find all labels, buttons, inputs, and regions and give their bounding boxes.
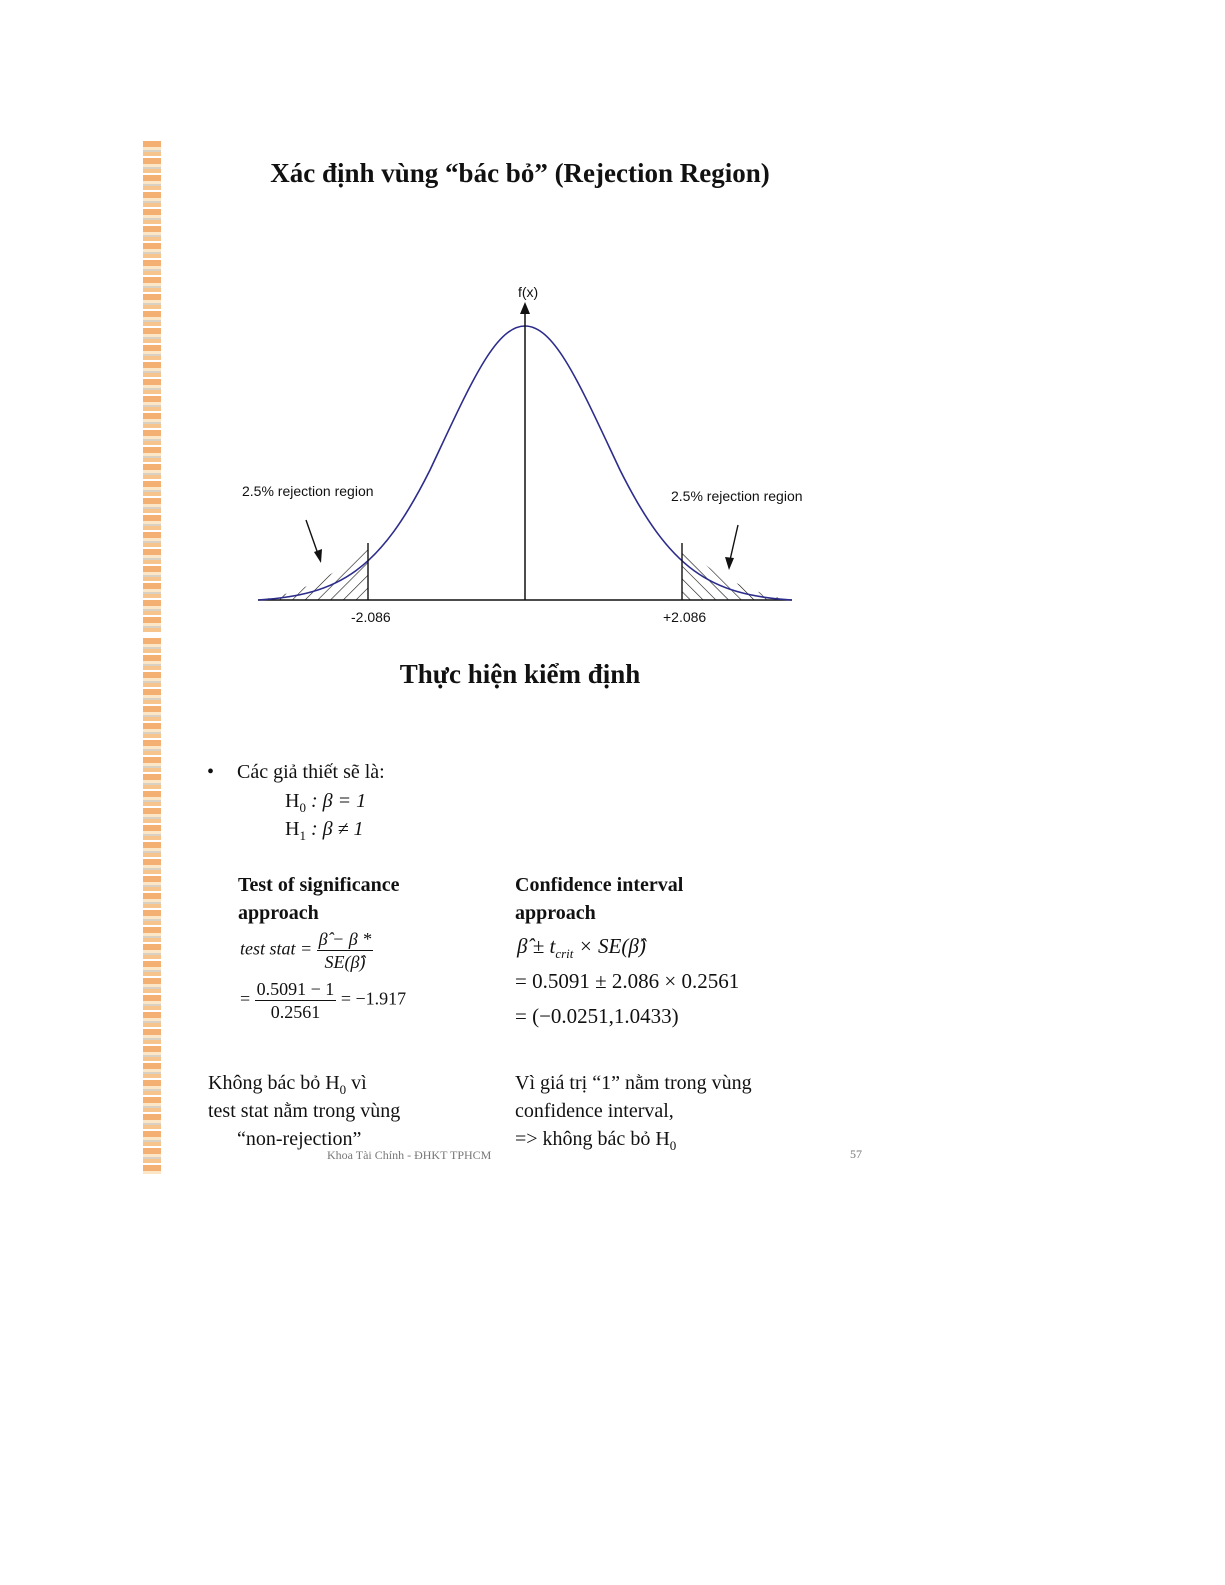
hypotheses-intro: Các giả thiết sẽ là: <box>237 761 385 783</box>
confidence-interval-result: = (−0.0251,1.0433) <box>515 1004 679 1028</box>
left-heading-line2: approach <box>238 902 319 924</box>
right-heading-line2: approach <box>515 902 596 924</box>
y-axis-arrow <box>520 302 530 314</box>
left-heading-line1: Test of significance <box>238 874 400 896</box>
test-stat-formula: test stat = $\frac{\betâ - \beta *}{SE(\betâ)}$ <box>240 929 372 972</box>
right-heading-line1: Confidence interval <box>515 874 684 896</box>
left-conclusion-line2: test stat nằm trong vùng <box>208 1100 401 1122</box>
right-conclusion-line1: Vì giá trị “1” nằm trong vùng <box>515 1072 752 1094</box>
bullet: • <box>207 761 215 783</box>
right-conclusion-line3: => không bác bỏ $H_0$ <box>515 1128 677 1153</box>
left-region-arrow <box>306 520 318 554</box>
right-region-label: 2.5% rejection region <box>671 488 803 504</box>
right-region-arrow <box>730 525 738 560</box>
confidence-interval-formula: β̂ ± $t_{crit}$ × SE(β̂) <box>517 934 646 962</box>
slide-footer: Khoa Tài Chính - ĐHKT TPHCM <box>327 1148 492 1162</box>
right-conclusion-line2: confidence interval, <box>515 1100 674 1122</box>
left-region-label: 2.5% rejection region <box>242 483 374 499</box>
confidence-interval-calc: = 0.5091 ± 2.086 × 0.2561 <box>515 969 740 993</box>
null-hypothesis: $H_0$ : β = 1 <box>285 790 367 815</box>
slide1-title: Xác định vùng “bác bỏ” (Rejection Region) <box>270 158 770 188</box>
y-axis-label: f(x) <box>518 284 539 300</box>
left-critical-label: -2.086 <box>351 609 391 625</box>
slide2-title: Thực hiện kiểm định <box>399 659 641 689</box>
left-conclusion-line1: Không bác bỏ $H_0$ vì <box>208 1072 367 1097</box>
page-number: 57 <box>850 1147 862 1161</box>
slide1-side-stripe <box>143 141 161 634</box>
right-critical-label: +2.086 <box>663 609 707 625</box>
alt-hypothesis: $H_1$ : β ≠ 1 <box>285 818 364 843</box>
normal-distribution-diagram <box>230 280 810 630</box>
left-conclusion-line3: “non-rejection” <box>237 1128 362 1150</box>
test-stat-calculation: = $\frac{0.5091 - 1}{0.2561}$ = −1.917 <box>240 979 407 1022</box>
slide2-side-stripe <box>143 638 161 1174</box>
